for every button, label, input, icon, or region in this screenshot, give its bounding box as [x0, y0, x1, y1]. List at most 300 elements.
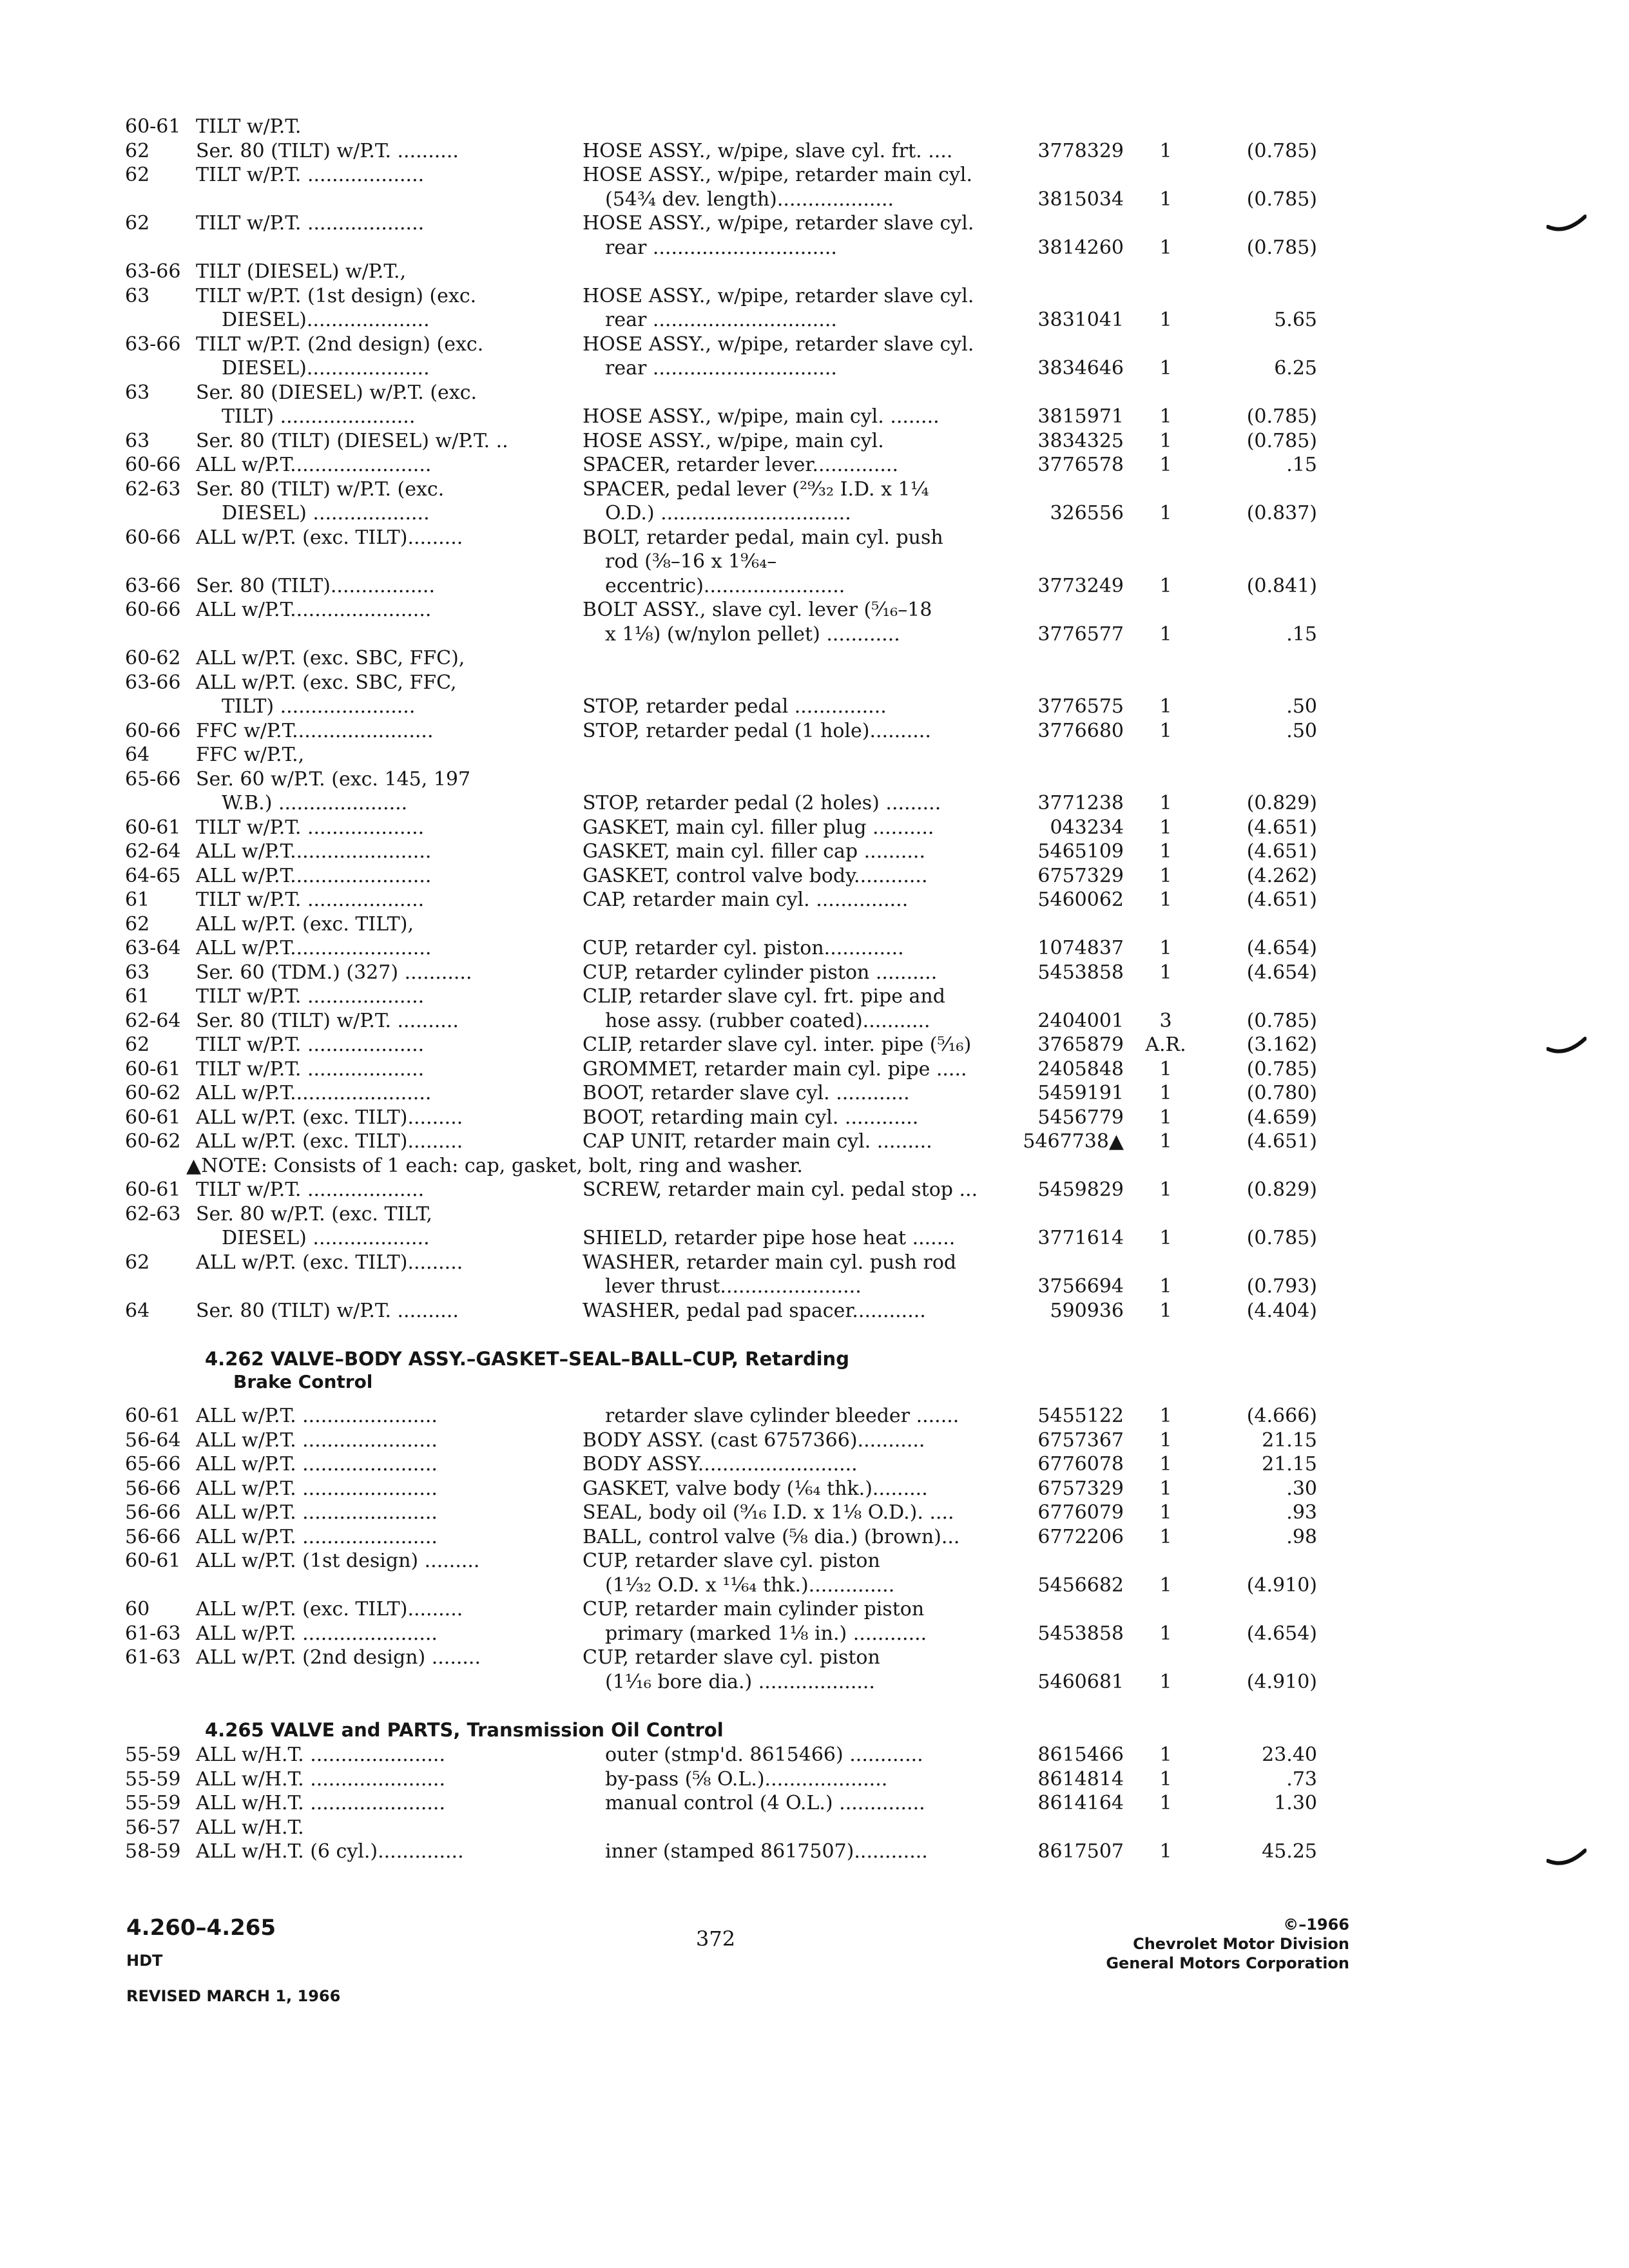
model-year: 63-66 — [125, 260, 181, 283]
group-or-price: (4.666) — [1246, 1405, 1317, 1427]
model-year: 56-66 — [125, 1501, 181, 1524]
quantity: 1 — [1159, 937, 1172, 959]
applies-to: ALL w/P.T. (exc. TILT)......... — [196, 1251, 463, 1274]
model-year: 61 — [125, 985, 150, 1008]
applies-to: ALL w/P.T. (exc. TILT)......... — [196, 1130, 463, 1153]
model-year: 62 — [125, 1251, 150, 1274]
applies-to: ALL w/P.T. (exc. TILT), — [196, 912, 414, 936]
model-year: 60-66 — [125, 599, 181, 621]
quantity: 3 — [1159, 1009, 1172, 1032]
part-number: 3756694 — [1037, 1275, 1124, 1298]
group-or-price: (0.785) — [1246, 1009, 1317, 1032]
applies-to: ALL w/P.T. ...................... — [196, 1622, 438, 1645]
applies-to: TILT w/P.T. ................... — [196, 1033, 425, 1056]
part-number: 3771238 — [1037, 792, 1124, 814]
part-description: STOP, retarder pedal ............... — [583, 695, 887, 718]
applies-to: ALL w/P.T....................... — [196, 454, 432, 476]
quantity: 1 — [1159, 1453, 1172, 1475]
applies-to: ALL w/P.T. ...................... — [196, 1453, 438, 1475]
parts-row — [125, 284, 1349, 309]
model-year: 61-63 — [125, 1622, 181, 1645]
parts-row — [125, 1525, 1349, 1550]
quantity: 1 — [1159, 961, 1172, 984]
part-number: 3776578 — [1037, 454, 1124, 476]
section-gap — [125, 1323, 1349, 1347]
part-number: 8617507 — [1037, 1840, 1124, 1863]
parts-row — [125, 1274, 1349, 1299]
group-or-price: .73 — [1286, 1767, 1317, 1791]
group-or-price: (0.841) — [1246, 574, 1317, 597]
part-number: 5456779 — [1037, 1106, 1124, 1129]
model-year: 56-57 — [125, 1816, 181, 1839]
model-year: 62 — [125, 212, 150, 235]
part-description: CAP, retarder main cyl. ............... — [583, 889, 909, 911]
group-or-price: 1.30 — [1274, 1792, 1317, 1814]
group-or-price: (4.654) — [1246, 961, 1317, 984]
model-year: 60-66 — [125, 719, 181, 742]
parts-row — [125, 405, 1349, 429]
applies-to: TILT w/P.T. (2nd design) (exc. — [196, 332, 484, 356]
part-number: 3771614 — [1037, 1227, 1124, 1249]
model-year: 60 — [125, 1598, 150, 1620]
part-description: (1⅟₃₂ O.D. x ¹¹⁄₆₄ thk.).............. — [605, 1573, 895, 1597]
part-number: 3814260 — [1037, 236, 1124, 259]
applies-to: ALL w/P.T....................... — [196, 599, 432, 621]
applies-to: FFC w/P.T., — [196, 744, 305, 766]
model-year: 60-61 — [125, 1405, 181, 1427]
model-year: 60-61 — [125, 1550, 181, 1572]
parts-row — [125, 1597, 1349, 1622]
part-number: 3831041 — [1037, 309, 1124, 331]
group-or-price: .15 — [1286, 622, 1317, 646]
quantity: 1 — [1159, 405, 1172, 428]
applies-to: ALL w/P.T. ...................... — [196, 1405, 438, 1427]
model-year: 62 — [125, 1033, 150, 1056]
part-description: BOLT, retarder pedal, main cyl. push — [583, 526, 943, 549]
part-description: lever thrust....................... — [605, 1275, 862, 1298]
model-year: 62 — [125, 164, 150, 186]
parts-row — [125, 211, 1349, 236]
part-description: HOSE ASSY., w/pipe, main cyl. — [583, 429, 884, 452]
model-year: 60-62 — [125, 1130, 181, 1153]
applies-to: ALL w/P.T....................... — [196, 1082, 432, 1104]
quantity: 1 — [1159, 1057, 1172, 1081]
part-description: x 1⅛) (w/nylon pellet) ............ — [605, 622, 900, 646]
group-or-price: 5.65 — [1274, 309, 1317, 331]
applies-to: Ser. 80 (DIESEL) w/P.T. (exc. — [196, 381, 477, 404]
applies-to: ALL w/P.T. ...................... — [196, 1525, 438, 1548]
model-year: 60-62 — [125, 1082, 181, 1104]
applies-to: DIESEL).................... — [222, 357, 430, 380]
quantity: 1 — [1159, 574, 1172, 597]
model-year: 63-66 — [125, 574, 181, 597]
parts-list-main — [125, 115, 1349, 1323]
group-or-price: (0.785) — [1246, 187, 1317, 211]
group-or-price: (0.785) — [1246, 236, 1317, 259]
page-edge-mark — [1547, 213, 1586, 236]
group-or-price: (4.651) — [1246, 816, 1317, 839]
applies-to: TILT w/P.T. (1st design) (exc. — [196, 284, 477, 307]
part-number: 3834325 — [1037, 429, 1124, 452]
applies-to: Ser. 80 (TILT) w/P.T. (exc. — [196, 477, 445, 501]
part-number: 5453858 — [1037, 1622, 1124, 1645]
parts-row — [125, 888, 1349, 912]
applies-to: TILT) ...................... — [222, 405, 416, 428]
applies-to: Ser. 60 w/P.T. (exc. 145, 197 — [196, 767, 471, 791]
model-year: 61 — [125, 889, 150, 911]
group-or-price: (0.837) — [1246, 502, 1317, 524]
applies-to: ALL w/H.T. (6 cyl.).............. — [196, 1840, 464, 1863]
applies-to: ALL w/H.T. ...................... — [196, 1744, 445, 1766]
model-year: 60-66 — [125, 526, 181, 549]
quantity: 1 — [1159, 1670, 1172, 1693]
model-year: 63 — [125, 284, 150, 307]
part-description: eccentric)....................... — [605, 574, 845, 597]
model-year: 60-61 — [125, 1057, 181, 1081]
quantity: 1 — [1159, 187, 1172, 211]
part-number: 3834646 — [1037, 357, 1124, 380]
parts-row — [125, 1428, 1349, 1453]
group-or-price: (4.910) — [1246, 1573, 1317, 1597]
model-year: 62-64 — [125, 840, 181, 863]
quantity: 1 — [1159, 840, 1172, 863]
quantity: 1 — [1159, 139, 1172, 162]
group-or-price: (4.651) — [1246, 1130, 1317, 1153]
part-description: CLIP, retarder slave cyl. frt. pipe and — [583, 985, 945, 1008]
applies-to: TILT w/P.T. — [196, 115, 302, 138]
applies-to: TILT w/P.T. ................... — [196, 1057, 425, 1081]
parts-row — [125, 840, 1349, 864]
division-text: Chevrolet Motor Division — [1133, 1935, 1349, 1953]
model-year: 65-66 — [125, 767, 181, 791]
section-title-text: 4.262 VALVE–BODY ASSY.–GASKET–SEAL–BALL–CUP, Retarding — [205, 1348, 849, 1370]
part-number: 590936 — [1050, 1299, 1124, 1322]
applies-to: Ser. 60 (TDM.) (327) ........... — [196, 961, 472, 984]
model-year: 60-66 — [125, 454, 181, 476]
applies-to: W.B.) ..................... — [222, 792, 408, 814]
parts-row — [125, 1791, 1349, 1816]
part-number: 2405848 — [1037, 1057, 1124, 1081]
model-year: 55-59 — [125, 1767, 181, 1791]
part-number: 6776079 — [1037, 1501, 1124, 1524]
model-year: 62-63 — [125, 1202, 181, 1225]
part-description: hose assy. (rubber coated)........... — [605, 1009, 930, 1032]
applies-to: TILT w/P.T. ................... — [196, 985, 425, 1008]
parts-row — [125, 356, 1349, 381]
part-description: rear .............................. — [605, 236, 837, 259]
applies-to: ALL w/P.T. (exc. TILT)......... — [196, 1598, 463, 1620]
parts-row — [125, 1057, 1349, 1082]
applies-to: Ser. 80 w/P.T. (exc. TILT, — [196, 1202, 432, 1225]
parts-row — [125, 912, 1349, 937]
model-year: 62 — [125, 912, 150, 936]
footer-copyright-block — [1106, 1915, 1349, 1973]
parts-row — [125, 816, 1349, 840]
quantity: 1 — [1159, 816, 1172, 839]
part-description: BOLT ASSY., slave cyl. lever (⁵⁄₁₆–18 — [583, 599, 932, 621]
part-description: (1⅟₁₆ bore dia.) ................... — [605, 1670, 875, 1693]
parts-row — [125, 791, 1349, 816]
parts-row — [125, 598, 1349, 622]
parts-list-4-262 — [125, 1404, 1349, 1694]
applies-to: TILT w/P.T. ................... — [196, 164, 425, 186]
group-or-price: (0.785) — [1246, 405, 1317, 428]
note-text: ▲NOTE: Consists of 1 each: cap, gasket, bolt, ring and washer. — [186, 1154, 803, 1177]
model-year: 60-61 — [125, 1178, 181, 1201]
quantity: 1 — [1159, 1792, 1172, 1814]
part-description: WASHER, retarder main cyl. push rod — [583, 1251, 957, 1274]
part-description: GASKET, main cyl. filler plug .......... — [583, 816, 934, 839]
model-year: 62-64 — [125, 1009, 181, 1032]
part-description: BOOT, retarder slave cyl. ............ — [583, 1082, 910, 1104]
part-description: HOSE ASSY., w/pipe, retarder slave cyl. — [583, 212, 974, 235]
quantity: 1 — [1159, 1227, 1172, 1249]
parts-row — [125, 332, 1349, 357]
model-year: 63 — [125, 381, 150, 404]
part-description: HOSE ASSY., w/pipe, retarder slave cyl. — [583, 284, 974, 307]
parts-row — [125, 1573, 1349, 1598]
applies-to: TILT w/P.T. ................... — [196, 816, 425, 839]
part-number: 8614814 — [1037, 1767, 1124, 1791]
quantity: 1 — [1159, 792, 1172, 814]
part-description: CUP, retarder cyl. piston............. — [583, 937, 904, 959]
part-number: 3765879 — [1037, 1033, 1124, 1056]
part-description: CLIP, retarder slave cyl. inter. pipe (⁵⁄₁₆) — [583, 1033, 972, 1056]
quantity: 1 — [1159, 1840, 1172, 1863]
section-title-4-262 — [125, 1347, 1349, 1395]
part-number: 5467738▲ — [1023, 1130, 1124, 1153]
applies-to: ALL w/P.T....................... — [196, 937, 432, 959]
model-year: 63-66 — [125, 671, 181, 694]
parts-row — [125, 163, 1349, 187]
applies-to: ALL w/H.T. ...................... — [196, 1792, 445, 1814]
parts-row — [125, 139, 1349, 164]
model-year: 56-64 — [125, 1428, 181, 1452]
quantity: 1 — [1159, 1525, 1172, 1548]
group-or-price: 21.15 — [1262, 1453, 1317, 1475]
parts-row — [125, 308, 1349, 332]
part-number: 5455122 — [1037, 1405, 1124, 1427]
part-number: 5453858 — [1037, 961, 1124, 984]
parts-row — [125, 1251, 1349, 1275]
part-number: 326556 — [1050, 502, 1124, 524]
part-description: GASKET, valve body (¹⁄₆₄ thk.)......... — [583, 1477, 928, 1500]
model-year: 65-66 — [125, 1453, 181, 1475]
group-or-price: (4.659) — [1246, 1106, 1317, 1129]
part-number: 043234 — [1050, 816, 1124, 839]
group-or-price: 6.25 — [1274, 357, 1317, 380]
model-year: 60-62 — [125, 647, 181, 669]
parts-row — [125, 1549, 1349, 1573]
quantity: A.R. — [1145, 1033, 1186, 1056]
section-title-text: 4.265 VALVE and PARTS, Transmission Oil Control — [205, 1719, 724, 1741]
parts-row — [125, 1404, 1349, 1428]
group-or-price: .30 — [1286, 1477, 1317, 1500]
group-or-price: (4.651) — [1246, 889, 1317, 911]
part-number: 3815034 — [1037, 187, 1124, 211]
part-number: 8614164 — [1037, 1792, 1124, 1814]
group-or-price: 21.15 — [1262, 1428, 1317, 1452]
part-description: rear .............................. — [605, 357, 837, 380]
part-number: 3776680 — [1037, 719, 1124, 742]
parts-row — [125, 550, 1349, 574]
part-number: 5460681 — [1037, 1670, 1124, 1693]
quantity: 1 — [1159, 309, 1172, 331]
footer-catalog-code: HDT — [126, 1952, 163, 1970]
part-description: HOSE ASSY., w/pipe, retarder slave cyl. — [583, 332, 974, 356]
part-number: 5459829 — [1037, 1178, 1124, 1201]
quantity: 1 — [1159, 622, 1172, 646]
applies-to: ALL w/P.T. ...................... — [196, 1477, 438, 1500]
part-number: 3778329 — [1037, 139, 1124, 162]
group-or-price: (0.829) — [1246, 1178, 1317, 1201]
part-description: outer (stmp'd. 8615466) ............ — [605, 1744, 923, 1766]
parts-row — [125, 574, 1349, 599]
quantity: 1 — [1159, 1178, 1172, 1201]
quantity: 1 — [1159, 502, 1172, 524]
parts-row — [125, 1202, 1349, 1227]
applies-to: ALL w/P.T....................... — [196, 864, 432, 887]
applies-to: DIESEL).................... — [222, 309, 430, 331]
parts-row — [125, 1477, 1349, 1501]
part-number: 3815971 — [1037, 405, 1124, 428]
part-description: BALL, control valve (⅝ dia.) (brown)... — [583, 1525, 960, 1548]
quantity: 1 — [1159, 1405, 1172, 1427]
group-or-price: (4.262) — [1246, 864, 1317, 887]
part-number: 5465109 — [1037, 840, 1124, 863]
parts-row — [125, 1622, 1349, 1646]
group-or-price: 45.25 — [1262, 1840, 1317, 1863]
group-or-price: .98 — [1286, 1525, 1317, 1548]
group-or-price: .50 — [1286, 695, 1317, 718]
parts-row — [125, 1178, 1349, 1202]
quantity: 1 — [1159, 454, 1172, 476]
quantity: 1 — [1159, 1477, 1172, 1500]
footer-section-range: 4.260–4.265 — [126, 1915, 276, 1941]
quantity: 1 — [1159, 1573, 1172, 1597]
model-year: 55-59 — [125, 1744, 181, 1766]
quantity: 1 — [1159, 889, 1172, 911]
group-or-price: (0.780) — [1246, 1082, 1317, 1104]
part-description: HOSE ASSY., w/pipe, slave cyl. frt. .... — [583, 139, 953, 162]
quantity: 1 — [1159, 864, 1172, 887]
part-number: 5459191 — [1037, 1082, 1124, 1104]
part-description: (54¾ dev. length)................... — [605, 187, 894, 211]
part-description: BODY ASSY.......................... — [583, 1453, 858, 1475]
part-description: STOP, retarder pedal (2 holes) ......... — [583, 792, 941, 814]
part-description: CUP, retarder slave cyl. piston — [583, 1550, 880, 1572]
group-or-price: (4.651) — [1246, 840, 1317, 863]
part-description: BOOT, retarding main cyl. ............ — [583, 1106, 919, 1129]
part-number: 6772206 — [1037, 1525, 1124, 1548]
applies-to: DIESEL) ................... — [222, 502, 430, 524]
parts-row — [125, 1081, 1349, 1106]
group-or-price: (4.404) — [1246, 1299, 1317, 1322]
part-description: CUP, retarder main cylinder piston — [583, 1598, 925, 1620]
model-year: 58-59 — [125, 1840, 181, 1863]
parts-row — [125, 477, 1349, 502]
applies-to: DIESEL) ................... — [222, 1227, 430, 1249]
group-or-price: (0.785) — [1246, 429, 1317, 452]
applies-to: TILT w/P.T. ................... — [196, 889, 425, 911]
section-subtitle-text: Brake Control — [233, 1371, 373, 1392]
page-edge-mark — [1547, 1035, 1586, 1058]
parts-row — [125, 453, 1349, 477]
quantity: 1 — [1159, 429, 1172, 452]
part-number: 6757329 — [1037, 1477, 1124, 1500]
model-year: 61-63 — [125, 1646, 181, 1669]
applies-to: ALL w/H.T. ...................... — [196, 1767, 445, 1791]
group-or-price: (0.785) — [1246, 139, 1317, 162]
model-year: 56-66 — [125, 1477, 181, 1500]
model-year: 63 — [125, 961, 150, 984]
model-year: 63-64 — [125, 937, 181, 959]
part-description: BODY ASSY. (cast 6757366)........... — [583, 1428, 925, 1452]
group-or-price: .15 — [1286, 454, 1317, 476]
parts-row — [125, 1106, 1349, 1130]
corporation-text: General Motors Corporation — [1106, 1954, 1349, 1972]
quantity: 1 — [1159, 1275, 1172, 1298]
parts-row — [125, 671, 1349, 695]
section-gap — [125, 1694, 1349, 1718]
part-number: 3776575 — [1037, 695, 1124, 718]
part-description: CAP UNIT, retarder main cyl. ......... — [583, 1130, 932, 1153]
part-number: 1074837 — [1037, 937, 1124, 959]
parts-row — [125, 1154, 1349, 1178]
part-description: rear .............................. — [605, 309, 837, 331]
group-or-price: (3.162) — [1246, 1033, 1317, 1056]
parts-row — [125, 381, 1349, 405]
page-number: 372 — [696, 1927, 736, 1951]
model-year: 60-61 — [125, 1106, 181, 1129]
page-edge-mark — [1547, 1847, 1586, 1870]
model-year: 62 — [125, 139, 150, 162]
group-or-price: (4.910) — [1246, 1670, 1317, 1693]
parts-row — [125, 1033, 1349, 1057]
part-number: 3773249 — [1037, 574, 1124, 597]
quantity: 1 — [1159, 1767, 1172, 1791]
group-or-price: .93 — [1286, 1501, 1317, 1524]
parts-row — [125, 1743, 1349, 1767]
parts-row — [125, 961, 1349, 985]
footer-revised-date: REVISED MARCH 1, 1966 — [126, 1987, 341, 2005]
parts-list-4-265 — [125, 1743, 1349, 1864]
applies-to: ALL w/P.T. ...................... — [196, 1501, 438, 1524]
part-description: GASKET, main cyl. filler cap .......... — [583, 840, 925, 863]
model-year: 55-59 — [125, 1792, 181, 1814]
group-or-price: (0.785) — [1246, 1227, 1317, 1249]
part-description: inner (stamped 8617507)............ — [605, 1840, 928, 1863]
parts-sheet — [125, 115, 1349, 1864]
parts-row — [125, 115, 1349, 139]
group-or-price: (4.654) — [1246, 937, 1317, 959]
parts-row — [125, 864, 1349, 889]
part-number: 3776577 — [1037, 622, 1124, 646]
model-year: 64 — [125, 1299, 150, 1322]
applies-to: ALL w/P.T. (exc. SBC, FFC), — [196, 647, 465, 669]
parts-row — [125, 1646, 1349, 1670]
part-description: CUP, retarder cylinder piston .......... — [583, 961, 938, 984]
parts-row — [125, 1670, 1349, 1695]
applies-to: Ser. 80 (TILT) (DIESEL) w/P.T. .. — [196, 429, 508, 452]
part-description: HOSE ASSY., w/pipe, retarder main cyl. — [583, 164, 973, 186]
quantity: 1 — [1159, 1130, 1172, 1153]
applies-to: Ser. 80 (TILT) w/P.T. .......... — [196, 139, 459, 162]
part-description: O.D.) ............................... — [605, 502, 851, 524]
parts-row — [125, 501, 1349, 526]
applies-to: ALL w/P.T. (exc. TILT)......... — [196, 526, 463, 549]
parts-row — [125, 743, 1349, 767]
